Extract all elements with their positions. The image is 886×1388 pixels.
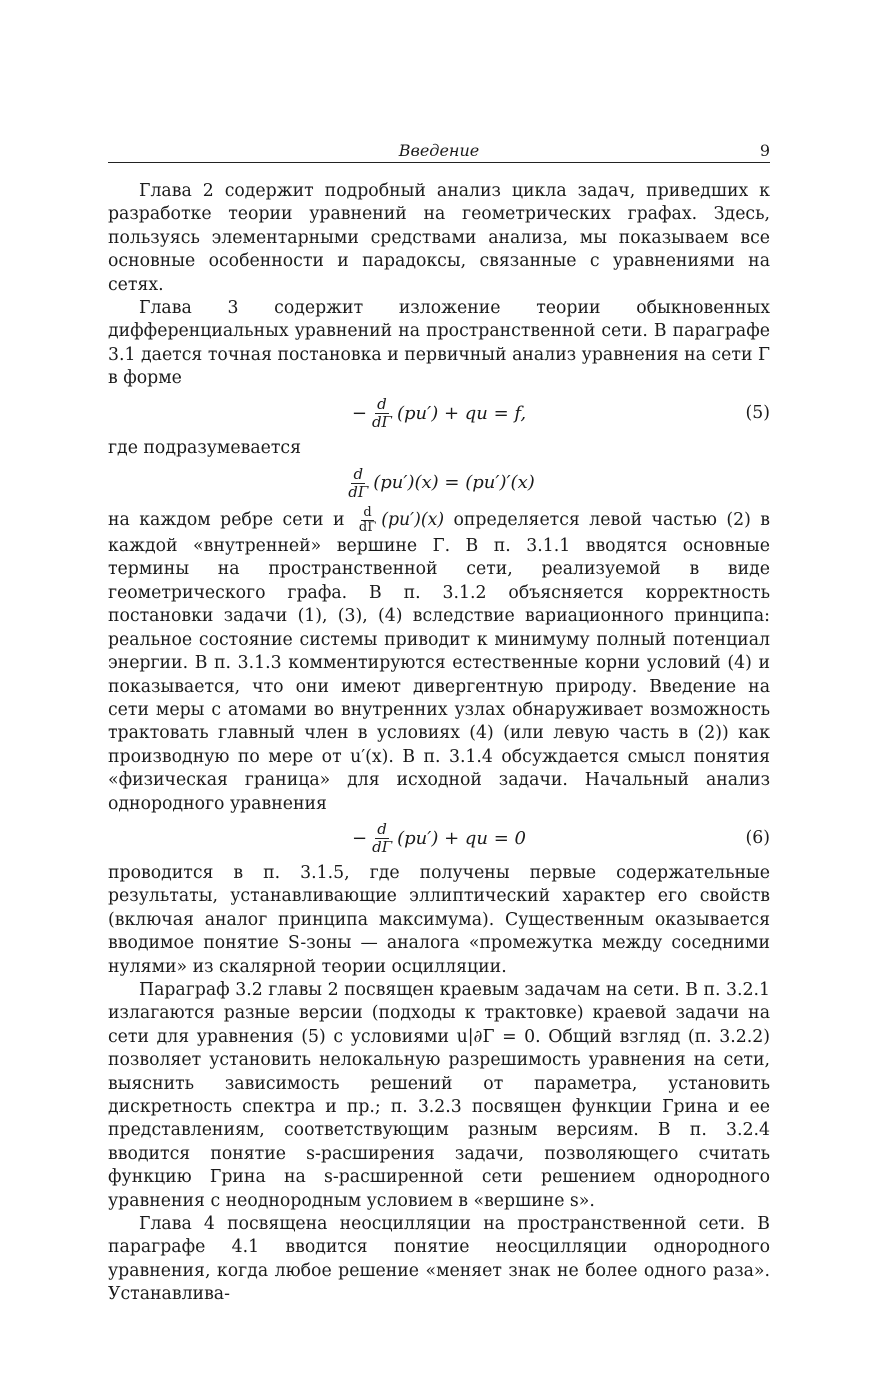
paragraph-chapter-2: Глава 2 содержит подробный анализ цикла задач, приведших к разработке теории уравнений на геометрических графах. Здесь, пользуясь элементарными средствами анализа, мы показываем все основные особенности и парадоксы, связанные с уравнениями на сетях. bbox=[108, 181, 770, 295]
paragraph-section-3-2: Параграф 3.2 главы 2 посвящен краевым задачам на сети. В п. 3.2.1 излагаются разные версии (подходы к трактовке) краевой задачи на сети для уравнения (5) с условиями u|∂Γ = 0. Общий взгляд (п. 3.2.2) позволяет установить нелокальную разрешимость уравнения на сети, выяснить зависимость решений от параметра, установить дискретность спектра и пр.; п. 3.2.3 посвящен функции Грина и ее представлениям, соответствующим разным версиям. В п. 3.2.4 вводится понятие s-расширения задачи, позволяющего считать функцию Грина на s-расширенной сети решением однородного уравнения с неоднородным условием в «вершине s». bbox=[108, 979, 770, 1211]
eq5-minus: − bbox=[351, 402, 367, 424]
paragraph-chapter-4: Глава 4 посвящена неосцилляции на пространственной сети. В параграфе 4.1 вводится понятие неосцилляции однородного уравнения, когда любое решение «меняет знак не более одного раза». Устанавлива- bbox=[108, 1214, 770, 1305]
page bbox=[108, 140, 770, 1307]
eq6-denominator: dΓ bbox=[372, 838, 393, 857]
eqdef-denominator: dΓ bbox=[348, 482, 369, 501]
page-number: 9 bbox=[759, 141, 770, 160]
eq6-minus: − bbox=[352, 828, 368, 850]
body-text bbox=[108, 180, 770, 1307]
eq6-numerator: d bbox=[377, 820, 387, 839]
eqdef-fraction bbox=[346, 466, 370, 501]
para3-fraction bbox=[357, 506, 378, 535]
para3-numerator: d bbox=[363, 505, 372, 521]
para3-rest: определяется левой частью (2) в каждой «внутренней» вершине Γ. В п. 3.1.1 вводятся основные термины на пространственной сети, реализуемой в виде геометрического графа. В п. 3.1.2 объясняется корректность постановки задачи (1), (3), (4) вследствие вариационного принципа: реальное состояние системы приводит к минимуму полный потенциал энергии. В п. 3.1.3 комментируются естественные корни условий (4) и показывается, что они имеют дивергентную природу. Введение на сети меры с атомами во внутренних узлах обнаруживает возможность трактовать главный член в условиях (4) (или левую часть в (2)) как производную по мере от u′(x). В п. 3.1.4 обсуждается смысл понятия «физическая граница» для исходной задачи. Начальный анализ однородного уравнения bbox=[108, 510, 770, 814]
paragraph-chapter-3: Глава 3 содержит изложение теории обыкновенных дифференциальных уравнений на пространственной сети. В параграфе 3.1 дается точная постановка и первичный анализ уравнения на сети Γ в форме bbox=[108, 298, 770, 389]
para3-start: на каждом ребре сети и bbox=[108, 510, 345, 531]
eq5-fraction bbox=[370, 396, 394, 431]
equation-definition bbox=[108, 460, 770, 506]
eq5-numerator: d bbox=[377, 395, 387, 414]
paragraph-where: где подразумевается bbox=[108, 437, 302, 458]
para3-denominator: dΓ bbox=[358, 520, 377, 536]
eqdef-rest: (pu′)(x) = (pu′)′(x) bbox=[373, 472, 535, 494]
running-header bbox=[108, 140, 770, 163]
eq6-fraction bbox=[370, 821, 394, 856]
eq5-label: (5) bbox=[745, 402, 770, 423]
equation-6 bbox=[108, 816, 770, 862]
eq5-rest: (pu′) + qu = f, bbox=[396, 402, 527, 424]
eqdef-numerator: d bbox=[353, 464, 364, 483]
paragraph-section-3-1-5: проводится в п. 3.1.5, где получены первые содержательные результаты, устанавливающие эллиптический характер его свойств (включая аналог принципа максимума). Существенным оказывается вводимое понятие S-зоны — аналога «промежутка между соседними нулями» из скалярной теории осцилляции. bbox=[108, 862, 770, 977]
eq6-rest: (pu′) + qu = 0 bbox=[397, 828, 526, 850]
eq5-denominator: dΓ bbox=[371, 413, 392, 432]
running-title: Введение bbox=[398, 141, 480, 160]
equation-5 bbox=[108, 391, 770, 437]
eq6-label: (6) bbox=[745, 828, 770, 849]
paragraph-edges bbox=[108, 506, 770, 816]
para3-frac-rest: (pu′)(x) bbox=[381, 510, 445, 531]
